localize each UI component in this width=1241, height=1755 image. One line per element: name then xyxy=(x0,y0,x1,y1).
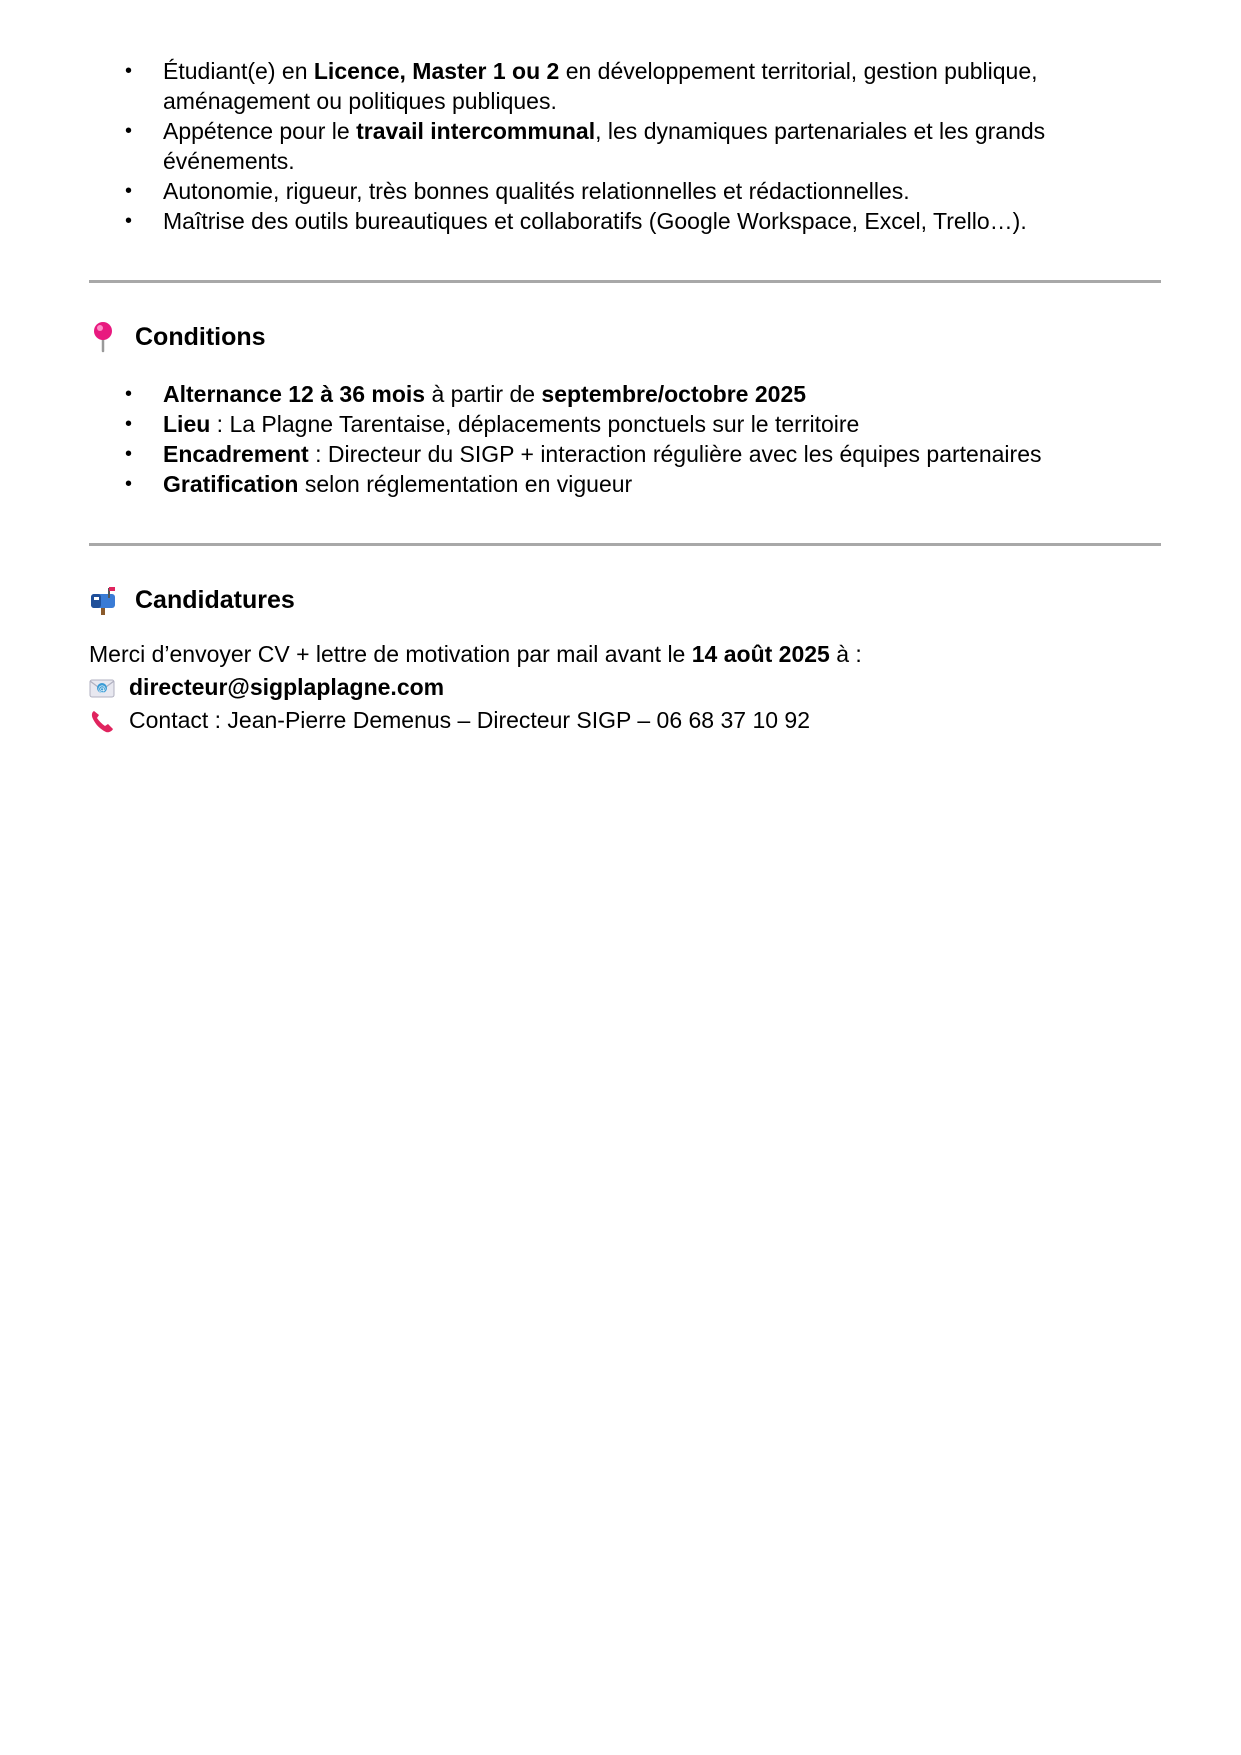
svg-text:@: @ xyxy=(98,683,106,693)
section-title-candidatures: Candidatures xyxy=(89,580,1161,620)
profile-list xyxy=(89,56,1161,236)
phone-icon xyxy=(89,708,115,734)
list-item: • Étudiant(e) en Licence, Master 1 ou 2 en développement territorial, gestion publique, aménagement ou politiques publiques. xyxy=(89,56,1161,116)
document-page xyxy=(89,56,1161,737)
conditions-list xyxy=(89,379,1161,499)
list-item: • Gratification selon réglementation en vigueur xyxy=(89,469,1161,499)
email-line xyxy=(89,671,1161,704)
pushpin-icon xyxy=(89,321,117,353)
email-link[interactable]: directeur@sigplaplagne.com xyxy=(129,674,445,700)
list-item: • Lieu : La Plagne Tarentaise, déplacements ponctuels sur le territoire xyxy=(89,409,1161,439)
list-item: • Encadrement : Directeur du SIGP + interaction régulière avec les équipes partenaires xyxy=(89,439,1161,469)
section-title-conditions: Conditions xyxy=(89,317,1161,357)
mailbox-icon xyxy=(89,584,117,616)
list-item: • Alternance 12 à 36 mois à partir de septembre/octobre 2025 xyxy=(89,379,1161,409)
list-item: • Maîtrise des outils bureautiques et collaboratifs (Google Workspace, Excel, Trello…). xyxy=(89,206,1161,236)
email-icon xyxy=(89,675,115,701)
list-item: • Appétence pour le travail intercommunal, les dynamiques partenariales et les grands événements. xyxy=(89,116,1161,176)
application-instructions: Merci d’envoyer CV + lettre de motivation par mail avant le 14 août 2025 à : xyxy=(89,641,862,667)
list-item: • Autonomie, rigueur, très bonnes qualités relationnelles et rédactionnelles. xyxy=(89,176,1161,206)
contact-line: Contact : Jean-Pierre Demenus – Directeur SIGP – 06 68 37 10 92 xyxy=(89,704,1161,737)
